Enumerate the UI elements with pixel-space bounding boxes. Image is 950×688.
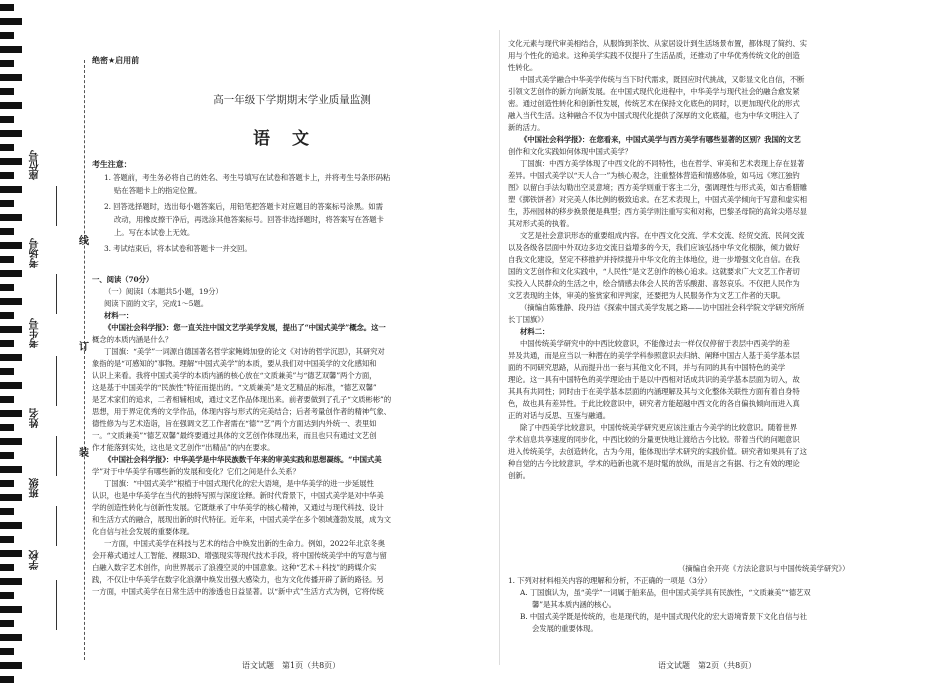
- text-line: 会开幕式通过人工智能、裸眼3D、增强现实等现代技术手段，将中国传统美学中的写意与留: [92, 551, 387, 560]
- option-b-2: 会发展的重要体现。: [532, 624, 598, 633]
- binding-stripe: [0, 172, 14, 179]
- text-line: 德性修为与艺术造诣，旨在强调文艺工作者需在“德”“艺”两个方面达到内外统一、表里如: [92, 419, 377, 428]
- name-label: 姓名: [30, 408, 41, 428]
- text-line: 一。“文质兼美”“德艺双馨”最终要通过具体的文艺创作体现出来，而且也只有通过文艺创: [92, 431, 377, 440]
- cut-line: [84, 60, 85, 660]
- text-line: 异及共通，而是应当以一种潜在的美学学科参照意识去归纳、阐释中国古人基于美学基本层: [508, 351, 800, 360]
- reading-1-heading: （一）阅读Ⅰ（本题共5小题，19分）: [104, 287, 223, 296]
- text-line: 化自信与社会发展的重要体现。: [92, 527, 195, 536]
- text-line: 其具有共同性；同时由于在美学基本层面的内涵理解及其与文化整体关联性方面有着自身特: [508, 387, 800, 396]
- option-a-1: A. 丁国旗认为，虽“美学”一词属于舶来品，但中国式美学具有民族性，“文质兼美”“德艺双: [520, 588, 811, 597]
- binding-stripe: [0, 676, 14, 683]
- question-1: 1. 下列对材料相关内容的理解和分析，不正确的一项是（3分）: [508, 576, 712, 585]
- binding-stripe: [0, 18, 22, 25]
- school-label: 学校: [30, 550, 41, 570]
- binding-stripe: [0, 256, 14, 263]
- material-1-label: 材料一：: [104, 311, 134, 320]
- notice-3: 3. 考试结束后，将本试卷和答题卡一并交回。: [104, 244, 252, 253]
- text-line: 色，故也具有差异性。于此比较意识中，研究者方能超越中西文化的各自偏执倾向而进入真: [508, 399, 800, 408]
- text-line: 和生活方式的融合，展现出新的时代特征。近年来，中国式美学在多个领域蓬勃发展，成为文: [92, 515, 391, 524]
- name-line: [56, 436, 57, 476]
- text-line: 文化元素与现代审美相结合，从服饰到茶饮、从家居设计到生活场景布置，都体现了简约、实: [508, 39, 807, 48]
- text-line: 国的文艺创作和文化实践中，“人民性”是文艺创作的核心追求。这就要求广大文艺工作者切: [508, 267, 800, 276]
- text-line: 白融入数字艺术创作，向世界展示了浪漫空灵的中国意象。这种“艺术＋科技”的跨媒介实: [92, 563, 377, 572]
- text-line: 作才能落到实处，这也是文艺创作“出精品”的内在要求。: [92, 443, 275, 452]
- secret-mark: 绝密★启用前: [92, 56, 140, 65]
- text-line: 文艺是社会意识形态的重要组成内容。在中西文化交流、学术交流、经贸交流、民间交流: [520, 231, 805, 240]
- binding-stripe: [0, 74, 22, 81]
- binding-stripe: [0, 60, 14, 67]
- binding-stripe: [0, 284, 14, 291]
- text-line: 思想，用于界定优秀的文学作品，体现内容与形式的完美结合；后者考量创作者的精神气象、: [92, 407, 391, 416]
- binding-stripe: [0, 242, 22, 249]
- option-a-2: 馨”是其本质内涵的核心。: [532, 600, 616, 609]
- text-line: 塑《掷铁饼者》对完美人体比例的极致追求。在艺术表现上，中国式美学倾向于写意和虚实相: [508, 195, 807, 204]
- binding-stripe: [0, 270, 22, 277]
- text-line: 用与个性化的追求。这种美学实践不仅提升了生活品质，还推动了中华优秀传统文化的创造: [508, 51, 800, 60]
- text-line: 学的创造性转化与创新性发展。它既继承了中华美学的核心精神，又通过与现代科技、设计: [92, 503, 384, 512]
- binding-stripe: [0, 186, 22, 193]
- text-line: 理论。这一具有中国特色的美学理论由于是以中西相对话成共识的美学基本层面为切入，故: [508, 375, 800, 384]
- text-line: 融入当代生活。这种融合不仅为中国式现代化提供了深厚的文化底蕴，也为中华文明注入了: [508, 111, 800, 120]
- class-line: [56, 506, 57, 546]
- option-b-1: B. 中国式美学既是传统的，也是现代的，是中国式现代化的宏大语境背景下文化自信与社: [520, 612, 807, 621]
- notice-1a: 1. 答题前，考生务必将自己的姓名、考生号填写在试卷和答题卡上，并将考生号条形码粘: [104, 173, 391, 182]
- notice-2c: 上。写在本试卷上无效。: [114, 228, 195, 237]
- binding-stripe: [0, 662, 22, 669]
- exam-no-line: [56, 356, 57, 406]
- text-line: 践，不仅让中华美学在数字化浪潮中焕发出强大感染力，也为文化传播开辟了新的路径。另: [92, 575, 384, 584]
- text-line: 引领文艺创作的新方向新发展。在中国式现代化进程中，中华美学与现代社会的融合愈发紧: [508, 87, 800, 96]
- binding-stripe: [0, 564, 14, 571]
- text-line: 中国式美学融合中华美学传统与当下时代需求，既回应时代挑战，又彰显文化自信，不断: [520, 75, 805, 84]
- notice-2b: 改动，用橡皮擦干净后，再选涂其他答案标号。回答非选择题时，将答案写在答题卡: [114, 215, 384, 224]
- binding-stripe: [0, 634, 22, 641]
- exam-no-label: 考生号: [30, 318, 41, 348]
- cut-mark-line: 线: [79, 236, 89, 247]
- text-line: 长丁国旗》）: [508, 315, 549, 324]
- text-line: 实投入人民群众的生活之中，绘合情感去体会人民的苦乐酸甜、喜怒哀乐。不仅把人民作为: [508, 279, 800, 288]
- cut-mark-bind: 订: [79, 342, 89, 353]
- binding-stripe: [0, 606, 22, 613]
- binding-stripe: [0, 452, 14, 459]
- text-line: 以及各级各层面中外双边多边交流日益增多的今天，我们应该弘扬中华文化根脉，倾力做好: [508, 243, 800, 252]
- notice-heading: 考生注意：: [92, 159, 132, 169]
- text-line: 新的活力。: [508, 123, 545, 132]
- text-line: 学术信息共享速度的同步化，中西比较的分量更快地让渡给古今比较。带着当代的问题意识: [508, 435, 800, 444]
- binding-stripe: [0, 228, 14, 235]
- binding-stripe: [0, 508, 14, 515]
- binding-stripe: [0, 4, 14, 11]
- text-line: 认识上来看。我将中国式美学的本质内涵的核心放在“文质兼美”与“德艺双馨”两个方面，: [92, 371, 377, 380]
- binding-stripe: [0, 130, 22, 137]
- binding-stripe: [0, 354, 22, 361]
- text-line: 丁国旗：中西方美学体现了中西文化的不同特性，也在哲学、审美和艺术表现上存在显著: [520, 159, 805, 168]
- binding-stripe: [0, 466, 22, 473]
- exam-room-label: 考场号: [30, 238, 41, 268]
- text-line: 中国传统美学研究中的中西比较意识，不能像过去一样仅仅停留于表层中西美学的差: [520, 339, 790, 348]
- text-line: 丁国旗：“美学”一词源自德国著名哲学家鲍姆加登的论文《对诗的哲学沉思》，其研究对: [104, 347, 385, 356]
- class-label: 班级: [30, 478, 41, 498]
- binding-stripe: [0, 620, 14, 627]
- text-line: 认识，也是中华美学在当代的独特写照与深度诠释。新时代背景下，中国式美学是对中华美: [92, 491, 384, 500]
- binding-stripe: [0, 536, 14, 543]
- binding-stripe: [0, 298, 22, 305]
- binding-stripe: [0, 592, 14, 599]
- text-line: 丁国旗：“中国式美学”根植于中国式现代化的宏大语境，是中华美学的进一步延展性: [104, 479, 374, 488]
- binding-stripe: [0, 144, 14, 151]
- text-line: 《中国社会科学报》：您一直关注中国文艺学美学发展，提出了“中国式美学”概念。这一: [104, 323, 386, 332]
- binding-stripe: [0, 550, 22, 557]
- binding-stripe: [0, 340, 14, 347]
- text-line: 性转化。: [508, 63, 538, 72]
- text-line: 这是基于中国美学的“民族性”特征而提出的。“文质兼美”是文艺精品的标准，“德艺双馨”: [92, 383, 377, 392]
- binding-stripe: [0, 102, 22, 109]
- text-line: 种自觉的古今比较意识，学术的趋新也就不是时髦的放纵，而是言之有据、行之有效的理论: [508, 459, 800, 468]
- text-line: 其对形式美的执着。: [508, 219, 574, 228]
- page-divider: [499, 30, 500, 665]
- text-line: 象指的是“可感知的”事物。理解“中国式美学”的本质，要从我们对中国美学的文化感知和: [92, 359, 377, 368]
- text-line: 材料二：: [520, 327, 550, 336]
- binding-stripes: [0, 0, 22, 688]
- text-line: 面的不同研究思路，从而提升出一套与其他文化不同，并与有同的具有中国特色的美学: [508, 363, 786, 372]
- binding-stripe: [0, 214, 22, 221]
- page-1-footer: 语文试题 第1页（共8页）: [242, 661, 341, 670]
- text-line: 创新。: [508, 471, 530, 480]
- binding-stripe: [0, 326, 22, 333]
- subject-title: 语文: [253, 129, 331, 149]
- binding-stripe: [0, 382, 22, 389]
- binding-stripe: [0, 578, 22, 585]
- text-line: 是艺术家们的追求，二者相辅相成，通过文艺作品体现出来。前者要做到了孔子“文质彬彬”的: [92, 395, 391, 404]
- binding-stripe: [0, 648, 14, 655]
- text-line: 《中国社会科学报》：中华美学是中华民族数千年来的审美实践和思想凝练。“中国式美: [104, 455, 382, 464]
- text-line: 密。通过创造性转化和创新性发展，传统艺术在保持文化底色的同时，以更加现代化的形式: [508, 99, 800, 108]
- binding-stripe: [0, 46, 22, 53]
- cut-mark-pack: 装: [79, 448, 89, 459]
- text-line: （摘编自陈雅静、段丹洁《探索中国式美学发展之路——访中国社会科学院文学研究所所: [520, 303, 805, 312]
- text-line: 图》以留白手法勾勒出空灵意境；西方美学则重于客主二分，强调理性与形式美，如古希腊雕: [508, 183, 807, 192]
- text-line: 一方面，中国式美学在日常生活中的渗透也日益显著。以“新中式”生活方式为例，它将传统: [92, 587, 384, 596]
- text-line: 学”对于中华美学有哪些新的发展和变化？它们之间是什么关系？: [92, 467, 300, 476]
- binding-stripe: [0, 424, 14, 431]
- text-line: 正的对话与反思、互鉴与融通。: [508, 411, 611, 420]
- binding-stripe: [0, 368, 14, 375]
- text-line: 文艺表现的主体，审美的鉴赏家和评判家，还要把为人民服务作为文艺工作者的天职。: [508, 291, 786, 300]
- exam-title: 高一年级下学期期末学业质量监测: [213, 94, 371, 106]
- text-line: 一方面，中国式美学在科技与艺术的结合中焕发出新的生命力。例如，2022年北京冬奥: [104, 539, 385, 548]
- seat-line: [56, 186, 57, 226]
- notice-2a: 2. 回答选择题时，选出每小题答案后，用铅笔把答题卡对应题目的答案标号涂黑。如需: [104, 202, 383, 211]
- binding-stripe: [0, 494, 22, 501]
- reading-instruction: 阅读下面的文字，完成1～5题。: [104, 299, 208, 308]
- binding-stripe: [0, 522, 22, 529]
- page-2-footer: 语文试题 第2页（共8页）: [658, 661, 757, 670]
- text-line: 进入传统美学，去创造转化，古为今用，能体现出学术研究的实践价值。研究者如果具有了这: [508, 447, 807, 456]
- source-2: （摘编自余开亮《方法论意识与中国传统美学研究》）: [678, 564, 850, 573]
- binding-stripe: [0, 410, 22, 417]
- text-line: 生，苏州园林的移步换景便是典型；西方美学则注重写实和对称，巴黎圣母院的高耸尖塔尽显: [508, 207, 807, 216]
- text-line: 创作和文化实践如何体现中国式美学？: [508, 147, 632, 156]
- binding-stripe: [0, 32, 14, 39]
- binding-stripe: [0, 396, 14, 403]
- text-line: 概念的本质内涵是什么？: [92, 335, 173, 344]
- text-line: 《中国社会科学报》：在您看来，中国式美学与西方美学有哪些显著的区别？我国的文艺: [520, 135, 801, 144]
- binding-margin: [22, 0, 92, 688]
- school-line: [56, 580, 57, 630]
- text-line: 除了中西美学比较意识，中国传统美学研究更应该注重古今美学的比较意识。随着世界: [520, 423, 798, 432]
- exam-room-line: [56, 274, 57, 314]
- binding-stripe: [0, 312, 14, 319]
- binding-stripe: [0, 480, 14, 487]
- binding-stripe: [0, 438, 22, 445]
- binding-stripe: [0, 200, 14, 207]
- notice-1b: 贴在答题卡上的指定位置。: [114, 186, 202, 195]
- text-line: 差异。中国式美学以“天人合一”为核心观念，注重整体营造和情感体验，如马远《寒江独钓: [508, 171, 800, 180]
- binding-stripe: [0, 158, 22, 165]
- section-reading: 一、阅读（70分）: [92, 275, 154, 284]
- text-line: 自我文化建设，坚定不移推护并持续提升中华文化的主体地位，进一步增强文化自信。在我: [508, 255, 800, 264]
- binding-stripe: [0, 88, 14, 95]
- binding-stripe: [0, 116, 14, 123]
- seat-label: 座位号: [30, 150, 41, 180]
